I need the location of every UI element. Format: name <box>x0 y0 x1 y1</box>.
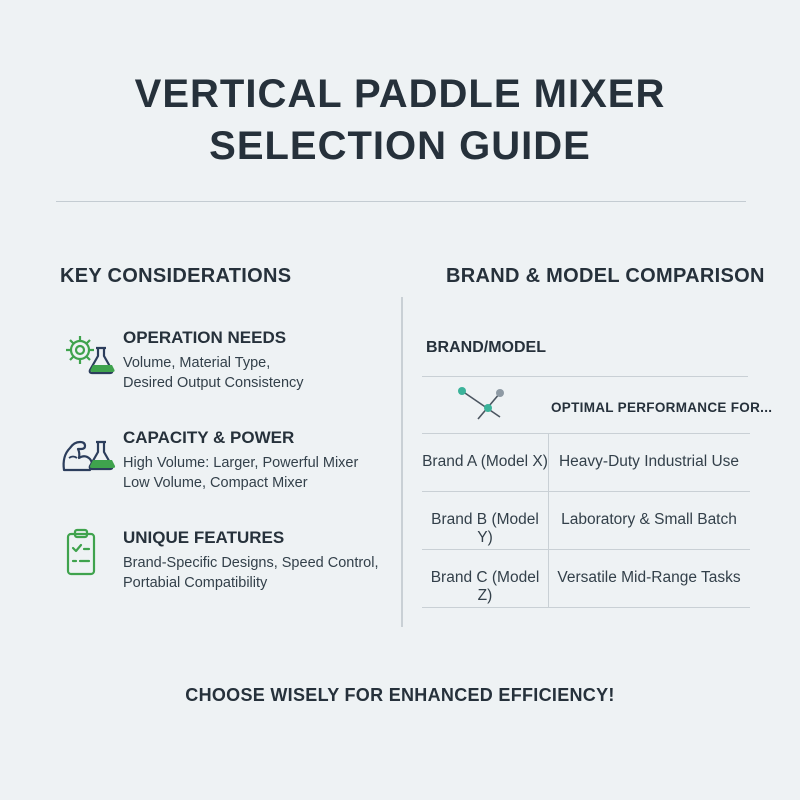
table-rule <box>422 491 750 492</box>
gear-flask-icon <box>60 328 120 378</box>
consideration-title: OPERATION NEEDS <box>123 328 287 347</box>
muscle-flask-icon <box>60 428 120 478</box>
table-rule <box>422 433 750 434</box>
use-cell: Heavy-Duty Industrial Use <box>558 453 740 470</box>
column-header-optimal-performance: OPTIMAL PERFORMANCE FOR... <box>551 400 773 415</box>
consideration-desc: High Volume: Larger, Powerful Mixer Low Volume, Compact Mixer <box>123 455 359 491</box>
brand-cell: Brand A (Model X) <box>422 453 548 470</box>
table-header-brand-model: BRAND/MODEL <box>426 339 546 356</box>
title-line-2: SELECTION GUIDE <box>209 124 591 168</box>
consideration-title: CAPACITY & POWER <box>123 428 295 447</box>
page-title <box>0 68 800 172</box>
table-rule <box>422 549 750 550</box>
use-cell: Versatile Mid-Range Tasks <box>557 569 741 586</box>
brand-cell: Brand B (Model Y) <box>431 511 539 546</box>
title-divider <box>56 201 746 202</box>
table-rule <box>422 376 748 377</box>
node-link-icon <box>452 385 512 425</box>
brand-comparison-heading: BRAND & MODEL COMPARISON <box>446 265 765 287</box>
consideration-desc: Volume, Material Type, Desired Output Consistency <box>123 355 304 391</box>
consideration-desc: Brand-Specific Designs, Speed Control, Portabial Compatibility <box>123 555 379 591</box>
table-rule <box>422 607 750 608</box>
consideration-title: UNIQUE FEATURES <box>123 528 285 547</box>
use-cell: Laboratory & Small Batch <box>561 511 737 528</box>
brand-cell: Brand C (Model Z) <box>430 569 540 604</box>
column-divider <box>401 297 403 627</box>
footer-tagline: CHOOSE WISELY FOR ENHANCED EFFICIENCY! <box>185 685 615 705</box>
title-line-1: VERTICAL PADDLE MIXER <box>134 72 666 116</box>
clipboard-checklist-icon <box>60 528 120 578</box>
key-considerations-heading: KEY CONSIDERATIONS <box>60 265 292 287</box>
